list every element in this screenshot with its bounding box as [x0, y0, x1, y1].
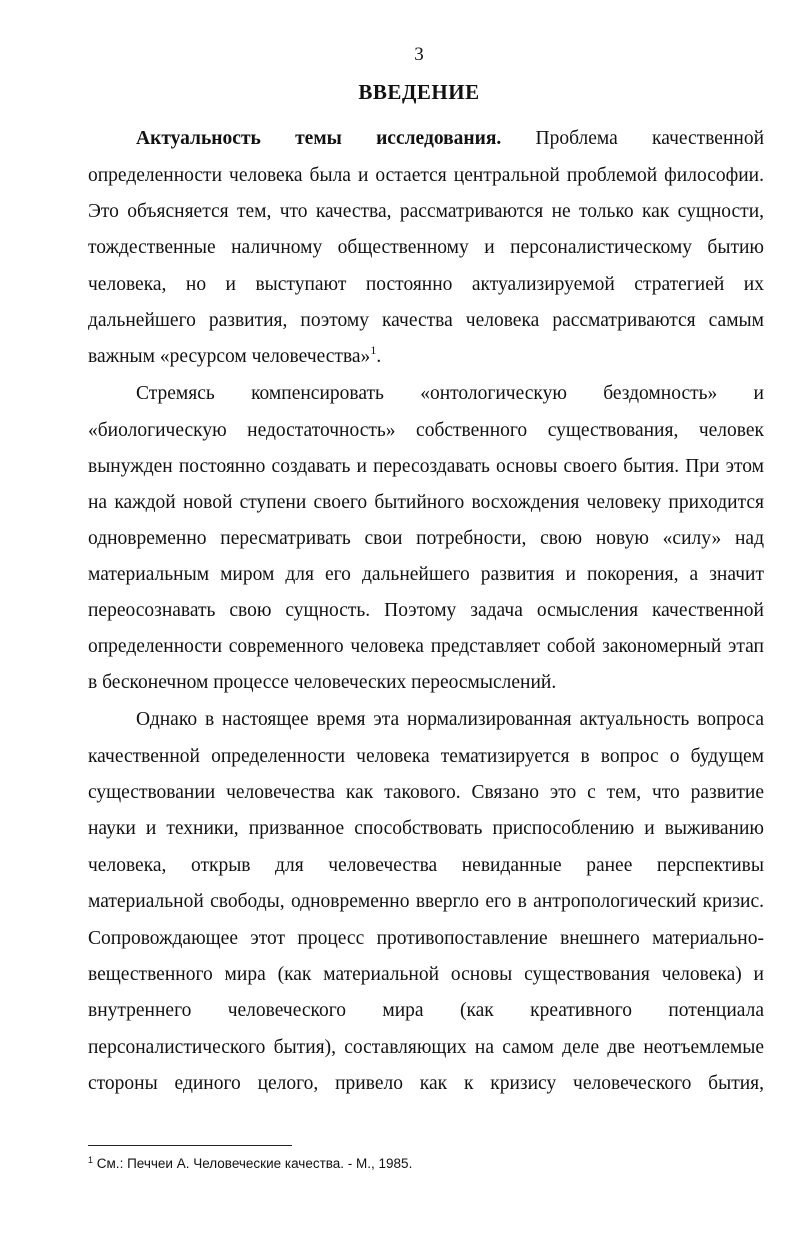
text-line: существовании человечества как такового. Связано это с тем, что развитие: [88, 782, 764, 803]
text-line: качественной определенности человека тематизируется в вопрос о будущем: [88, 746, 764, 767]
text-line: «биологическую недостаточность» собственного существования, человек: [88, 420, 764, 441]
text-line: Сопровождающее этот процесс противопоставление внешнего материально-: [88, 928, 764, 949]
text-line: персоналистического бытия), составляющих на самом деле две неотъемлемые: [88, 1037, 764, 1058]
section-heading: ВВЕДЕНИЕ: [358, 80, 480, 104]
footnote-marker: 1: [88, 1155, 94, 1165]
text-line: вынужден постоянно создавать и пересоздавать основы своего бытия. При этом: [88, 456, 764, 477]
text-line: человека, открыв для человечества невиданные ранее перспективы: [88, 855, 764, 876]
text-line: важным «ресурсом человечества»$^1$.: [88, 343, 382, 367]
footnote-text: См.: Печчеи А. Человеческие качества. - М., 1985.: [96, 1156, 413, 1171]
footnote: [88, 1155, 412, 1173]
page-number: 3: [414, 44, 424, 65]
text-line: материальной свободы, одновременно ввергло его в антропологический кризис.: [88, 891, 764, 912]
text-line: внутреннего человеческого мира (как креативного потенциала: [88, 1000, 764, 1021]
text-line: определенности человека была и остается центральной проблемой философии.: [88, 165, 764, 186]
text-line: определенности современного человека представляет собой закономерный этап: [88, 636, 764, 657]
text-line: тождественные наличному общественному и персоналистическому бытию: [88, 237, 764, 258]
text-line: дальнейшего развития, поэтому качества человека рассматриваются самым: [88, 310, 764, 331]
footnote-divider: [88, 1145, 292, 1146]
text-line: науки и техники, призванное способствовать приспособлению и выживанию: [88, 818, 764, 839]
text-line: переосознавать свою сущность. Поэтому задача осмысления качественной: [88, 600, 764, 621]
lead-label: Актуальность темы исследования.: [136, 128, 502, 149]
text-line: в бесконечном процессе человеческих переосмыслений.: [88, 672, 557, 693]
text-line: человека, но и выступают постоянно актуализируемой стратегией их: [88, 274, 764, 295]
text-line: Это объясняется тем, что качества, рассматриваются не только как сущности,: [88, 201, 764, 222]
text-line: на каждой новой ступени своего бытийного восхождения человеку приходится: [88, 492, 764, 513]
text-line: вещественного мира (как материальной основы существования человека) и: [88, 964, 764, 985]
footnote-reference: 1: [370, 343, 377, 357]
text-line: Актуальность темы исследования. Проблема качественной: [136, 128, 765, 149]
text-line: одновременно пересматривать свои потребности, свою новую «силу» над: [88, 528, 764, 549]
text-line: стороны единого целого, привело как к кризису человеческого бытия,: [88, 1073, 764, 1094]
text-line: материальным миром для его дальнейшего развития и покорения, а значит: [88, 564, 764, 585]
text-line: Стремясь компенсировать «онтологическую бездомность» и: [136, 383, 764, 404]
text-line: Однако в настоящее время эта нормализированная актуальность вопроса: [136, 709, 764, 730]
